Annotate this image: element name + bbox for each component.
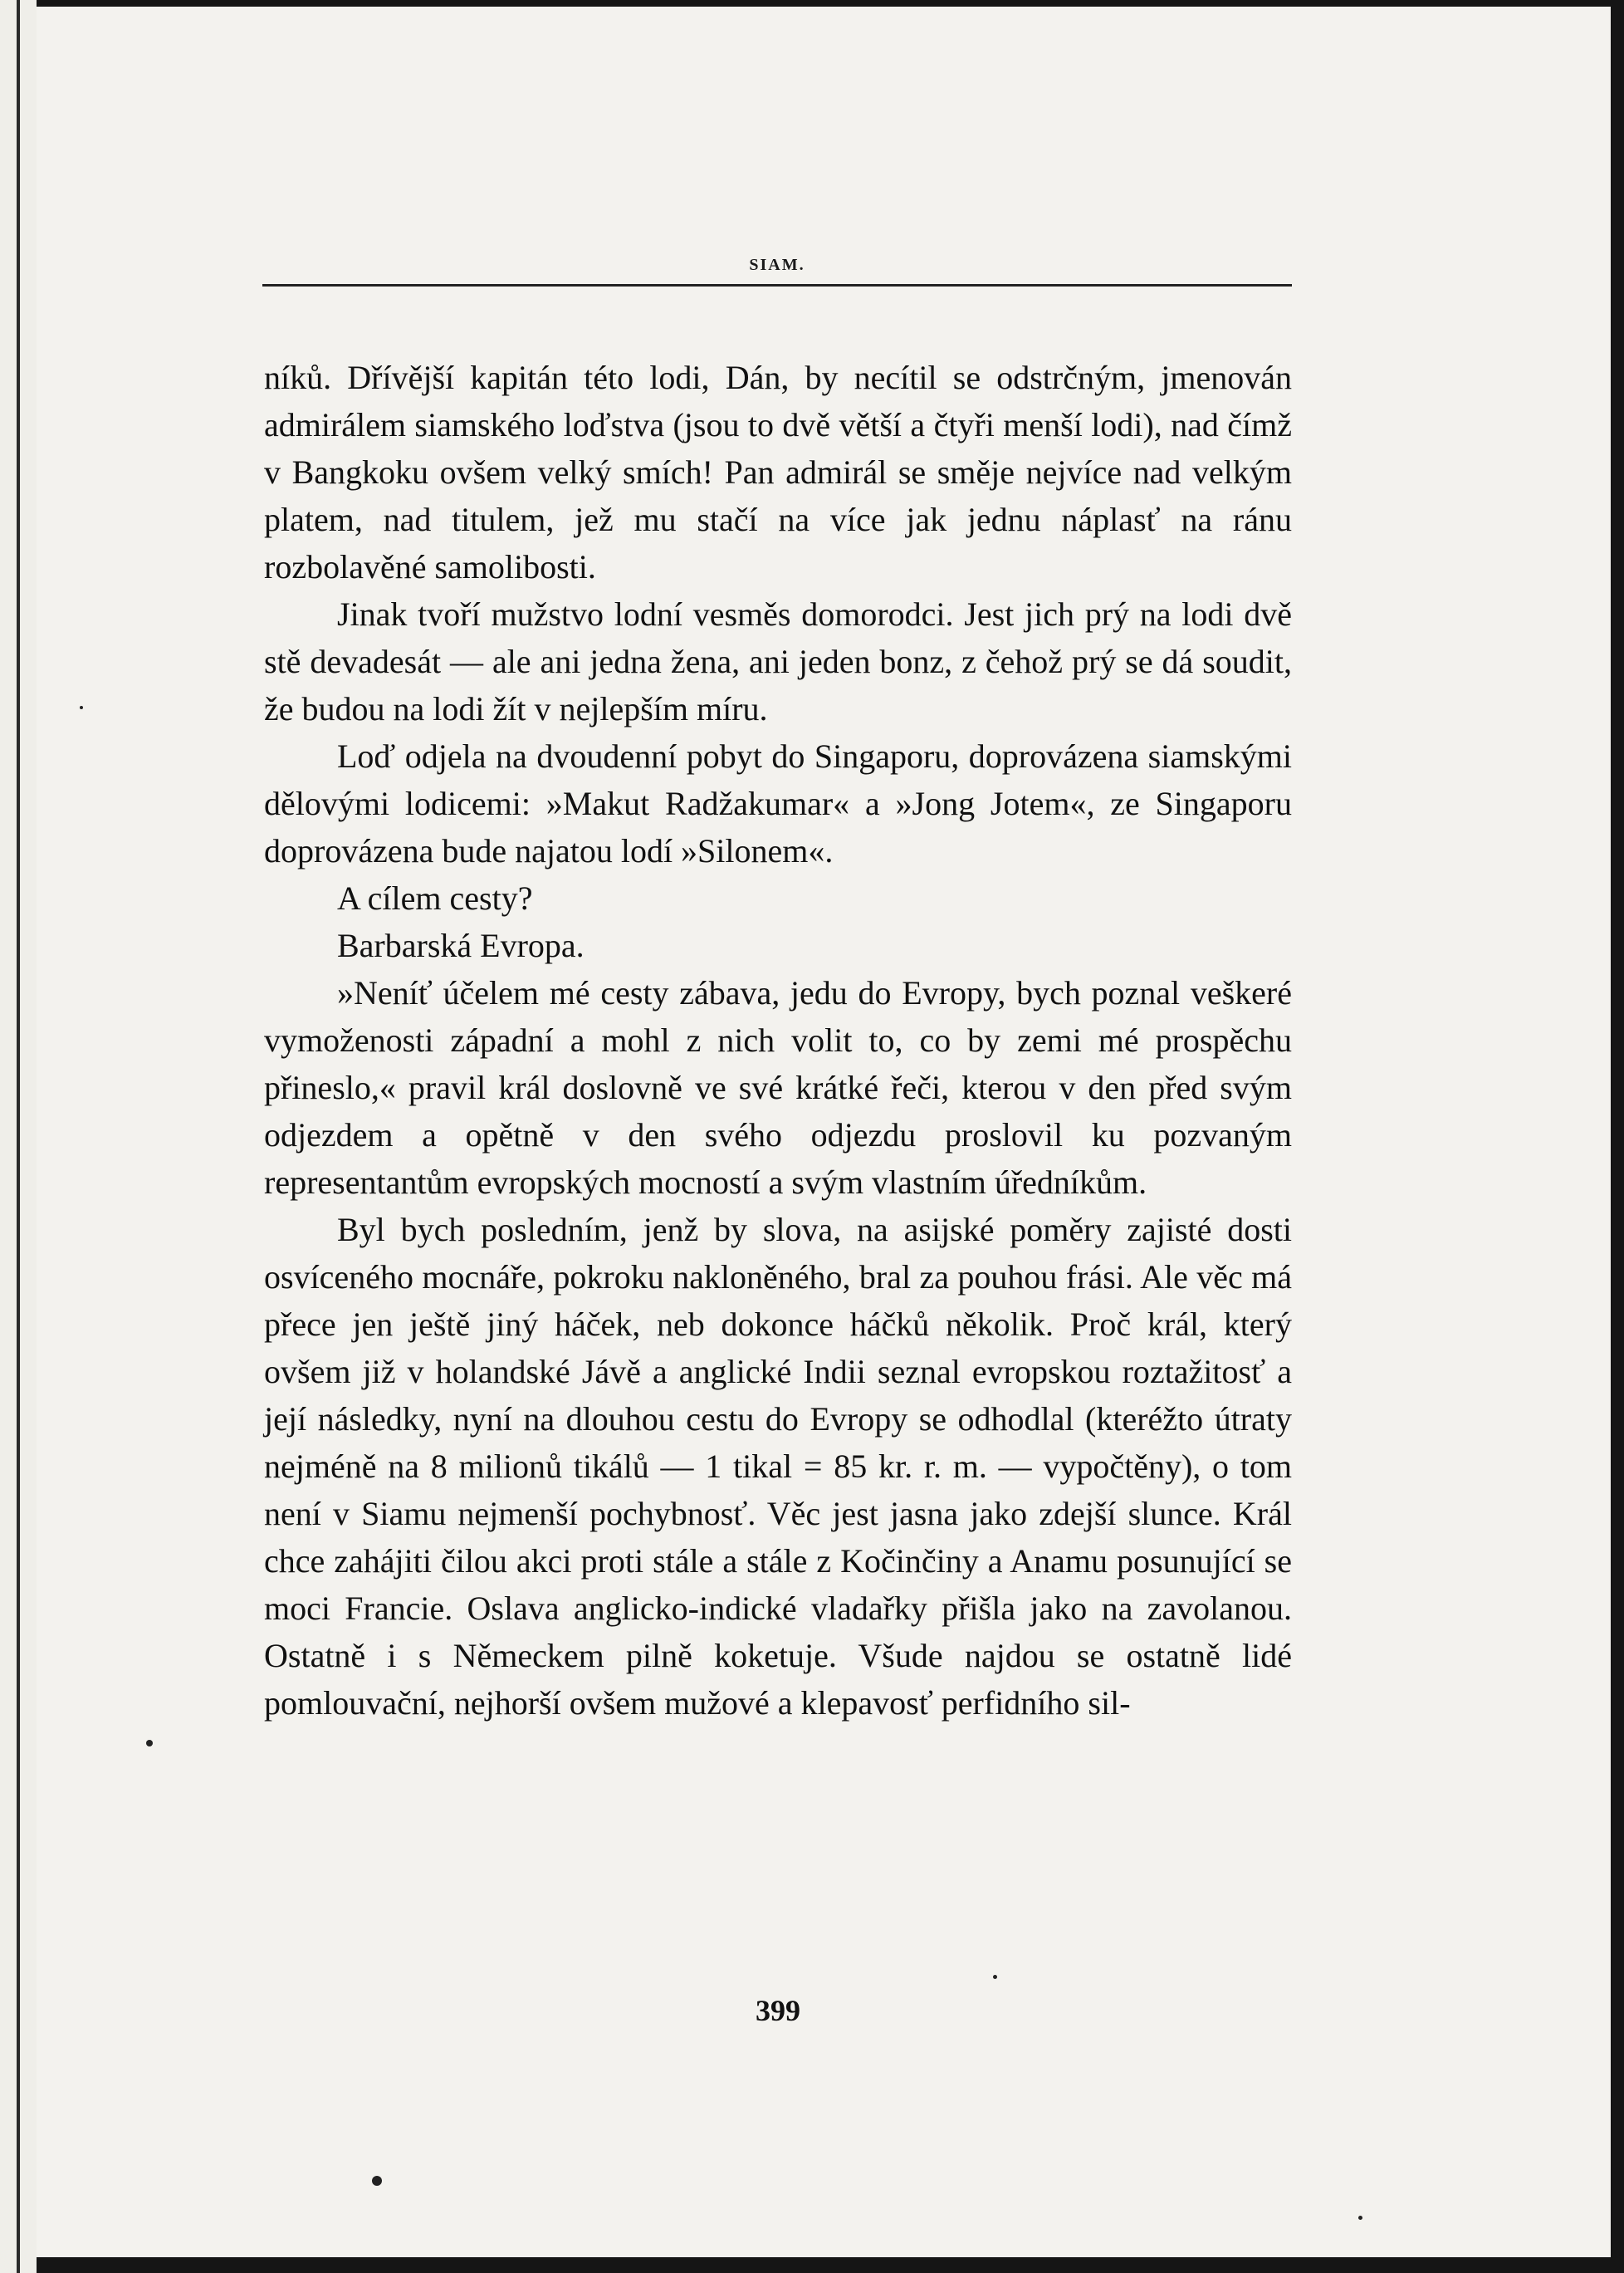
paragraph: Byl bych posledním, jenž by slova, na asijské poměry zajisté dosti osvíceného mocnáře, pokroku nakloněného, bral za pouhou frási. Ale věc má přece jen ještě jiný háček, neb dokonce háčků několik. Proč král, který ovšem již v holandské Jávě a anglické Indii seznal evropskou roztažitosť a její následky, nyní na dlouhou cestu do Evropy se odhodlal (kteréžto útraty nejméně na 8 milionů tikálů — 1 tikal = 85 kr. r. m. — vypočtěny), o tom není v Siamu nejmenší pochybnosť. Věc jest jasna jako zdejší slunce. Král chce zahájiti čilou akci proti stále a stále z Kočinčiny a Anamu posunující se moci Francie. Oslava anglicko-indické vladařky přišla jako na zavolanou. Ostatně i s Německem pilně koketuje. Všude najdou se ostatně lidé pomlouvační, nejhorší ovšem mužové a klepavosť perfidního sil- (264, 1211, 1292, 1722)
paragraph: Loď odjela na dvoudenní pobyt do Singaporu, doprovázena siamskými dělovými lodicemi: »Makut Radžakumar« a »Jong Jotem«, ze Singaporu doprovázena bude najatou lodí »Silonem«. (264, 737, 1292, 870)
body-text (264, 354, 1292, 1727)
dust-speck (80, 706, 83, 709)
paragraph: Barbarská Evropa. (337, 927, 585, 964)
paragraph: »Neníť účelem mé cesty zábava, jedu do Evropy, bych poznal veškeré vymoženosti západní a mohl z nich volit to, co by zemi mé prospěchu přineslo,« pravil král doslovně ve své krátké řeči, kterou v den před svým odjezdem a opětně v den svého odjezdu proslovil ku pozvaným representantům evropských mocností a svým vlastním úředníkům. (264, 974, 1292, 1201)
header-rule (262, 284, 1292, 287)
page-header (262, 247, 1292, 292)
dust-speck (372, 2176, 382, 2186)
dust-speck (146, 1740, 153, 1746)
dust-speck (1358, 2216, 1362, 2220)
scan-edge (0, 0, 37, 2273)
running-head: SIAM. (749, 256, 805, 274)
paragraph: Jinak tvoří mužstvo lodní vesměs domorodci. Jest jich prý na lodi dvě stě devadesát — ale ani jedna žena, ani jeden bonz, z čehož prý se dá soudit, že budou na lodi žít v nejlepším míru. (264, 595, 1292, 727)
page-number: 399 (756, 1994, 800, 2027)
paragraph: níků. Dřívější kapitán této lodi, Dán, by necítil se odstrčným, jmenován admirálem siamského loďstva (jsou to dvě větší a čtyři menší lodi), nad čímž v Bangkoku ovšem velký smích! Pan admirál se směje nejvíce nad velkým platem, nad titulem, jež mu stačí na více jak jednu náplasť na ránu rozbolavěné samolibosti. (264, 359, 1292, 585)
dust-speck (993, 1975, 997, 1979)
paragraph: A cílem cesty? (337, 879, 533, 917)
